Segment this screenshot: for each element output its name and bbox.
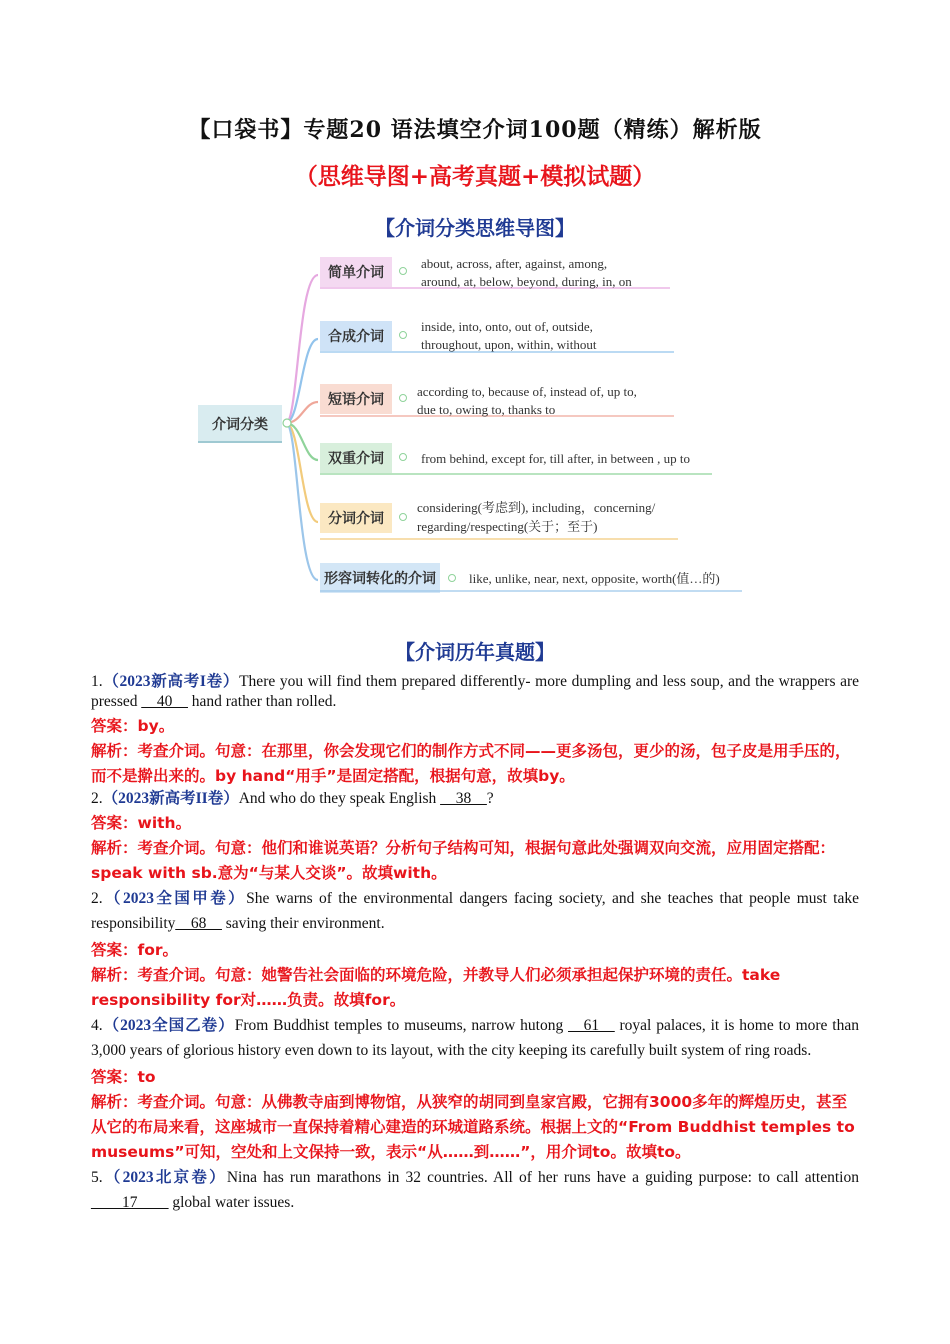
answer-blank: __40__: [141, 693, 188, 710]
question-item: [91, 672, 859, 789]
branch-double: [320, 443, 712, 474]
branch-participle: [320, 500, 678, 539]
collapse-icon: [449, 575, 456, 582]
answer-blank: __68__: [175, 915, 222, 932]
branch-text-line: due to, owing to, thanks to: [417, 402, 556, 417]
question-source: （2023新高考II卷）: [102, 790, 239, 807]
question-text: 1.（2023新高考I卷）There you will find them prepared differently- more dumpling and less soup, and the wrappers are pressed __40__ hand rather than rolled.: [91, 673, 859, 710]
question-source: （2023北京卷）: [102, 1169, 227, 1186]
mindmap-connectors: [286, 275, 318, 580]
branch-adjective: [320, 563, 742, 593]
collapse-icon: [400, 332, 407, 339]
question-item: [91, 789, 859, 886]
collapse-icon: [400, 514, 407, 521]
page-subtitle: （思维导图+高考真题+模拟试题）: [294, 164, 656, 190]
connector-simple: [286, 275, 318, 423]
branch-text-line: regarding/respecting(关于；至于): [417, 519, 598, 534]
branch-label: 形容词转化的介词: [324, 571, 436, 587]
collapse-icon: [400, 395, 407, 402]
collapse-icon: [400, 268, 407, 275]
explanation-text: 解析：考查介词。句意：从佛教寺庙到博物馆，从狭窄的胡同到皇家宫殿，它拥有3000多年的辉煌历史，甚至从它的布局来看，这座城市一直保持着精心建造的环城道路系统。根据上文的“From Buddhist temples to museums”可知，空处和上文保持一致，表示“从……到……”，用介词to。故填to。: [91, 1093, 855, 1161]
branch-text-line: about, across, after, against, among,: [421, 256, 608, 271]
question-item: [91, 1165, 859, 1215]
answer-blank: __38__: [440, 790, 487, 807]
root-label: 介词分类: [212, 417, 268, 433]
branch-text-line: like, unlike, near, next, opposite, worth(值…的): [469, 571, 720, 586]
answer-line: 答案：for。: [91, 941, 179, 959]
explanation-text: 解析：考查介词。句意：他们和谁说英语？分析句子结构可知，根据句意此处强调双向交流，应用固定搭配：speak with sb.意为“与某人交谈”。故填with。: [91, 839, 836, 882]
branch-simple: [320, 256, 670, 289]
question-source: （2023新高考I卷）: [102, 673, 240, 690]
mindmap-diagram: [190, 245, 750, 605]
question-item: [91, 886, 859, 1013]
branch-text-line: throughout, upon, within, without: [421, 337, 597, 352]
branch-text-line: around, at, below, beyond, during, in, on: [421, 274, 632, 289]
exam-questions: [91, 672, 859, 1215]
question-source: （2023全国乙卷）: [102, 1017, 235, 1034]
answer-line: 答案：by。: [91, 717, 175, 735]
branch-phrase: [320, 384, 674, 417]
connector-adjective: [286, 423, 318, 580]
answer-line: 答案：to: [91, 1068, 156, 1086]
question-item: [91, 1013, 859, 1165]
answer-blank: ____17____: [91, 1194, 169, 1211]
question-text: 2.（2023全国甲卷）She warns of the environmental dangers facing society, and she teaches that people must take responsibility__68__ saving their environment.: [91, 890, 859, 932]
mindmap-heading: 【介词分类思维导图】: [375, 216, 575, 240]
answer-line: 答案：with。: [91, 814, 192, 832]
branch-compound: [320, 319, 674, 352]
branch-label: 合成介词: [328, 329, 384, 345]
collapse-icon: [400, 454, 407, 461]
branch-text-line: considering(考虑到), including，concerning/: [417, 500, 656, 515]
exam-heading: 【介词历年真题】: [395, 640, 555, 664]
branch-label: 双重介词: [328, 451, 384, 467]
collapse-icon: [283, 419, 291, 427]
branch-text-line: inside, into, onto, out of, outside,: [421, 319, 593, 334]
branch-label: 短语介词: [328, 392, 384, 408]
question-source: （2023全国甲卷）: [102, 890, 247, 907]
branch-label: 分词介词: [328, 511, 384, 527]
page-title: 【口袋书】专题20 语法填空介词100题（精练）解析版: [188, 117, 762, 143]
answer-blank: __61__: [568, 1017, 615, 1034]
question-text: 2.（2023新高考II卷）And who do they speak English __38__?: [91, 790, 494, 807]
explanation-text: 解析：考查介词。句意：她警告社会面临的环境危险，并教导人们必须承担起保护环境的责任。take responsibility for对……负责。故填for。: [91, 966, 781, 1009]
mindmap-root: [198, 405, 291, 442]
explanation-text: 解析：考查介词。句意：在那里，你会发现它们的制作方式不同——更多汤包，更少的汤，包子皮是用手压的，而不是擀出来的。by hand“用手”是固定搭配，根据句意，故填by。: [91, 742, 851, 785]
branch-text-line: according to, because of, instead of, up to,: [417, 384, 637, 399]
question-text: 4.（2023全国乙卷）From Buddhist temples to museums, narrow hutong __61__ royal palaces, it is home to more than 3,000 years of glorious history even down to its layout, with the city keeping its carefully built system of ring roads.: [91, 1017, 859, 1059]
question-text: 5.（2023北京卷）Nina has run marathons in 32 countries. All of her runs have a guiding purpose: to call attention ____17____ global water issues.: [91, 1169, 859, 1211]
branch-label: 简单介词: [328, 265, 384, 281]
branch-text-line: from behind, except for, till after, in between , up to: [421, 451, 690, 466]
